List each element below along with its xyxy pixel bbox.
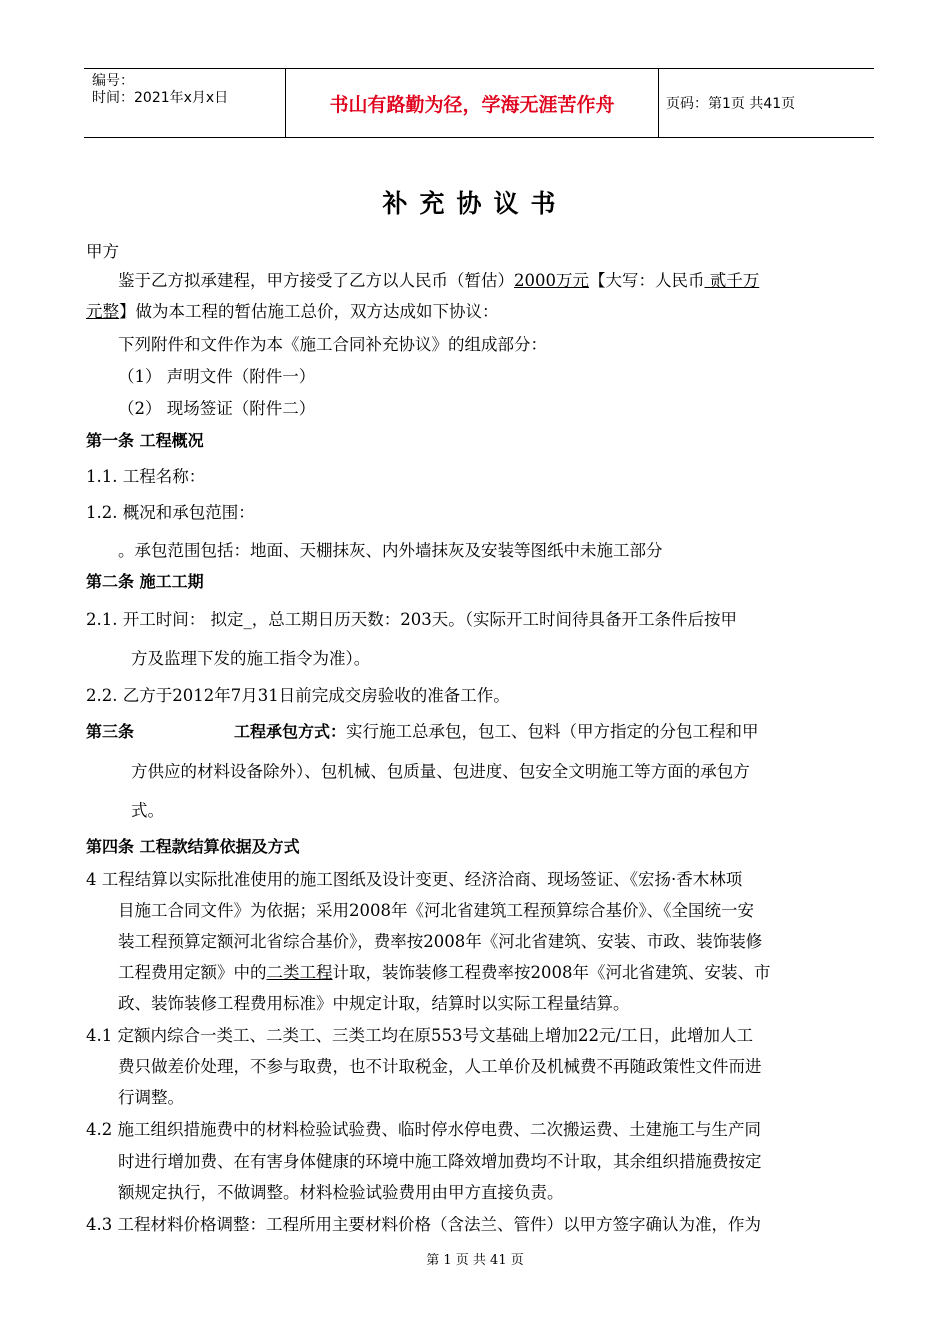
page-footer: 第 1 页 共 41 页 — [426, 1253, 524, 1268]
document-title: 补充协议书 — [382, 189, 568, 218]
clause-text: 装工程预算定额河北省综合基价》，费率按2008年《河北省建筑、安装、市政、装饰装修 — [118, 932, 763, 951]
intro-paragraph-line1 — [118, 267, 878, 291]
clause-item: 2.1. 开工时间： 拟定_，总工期日历天数：203天。（实际开工时间待具备开工条件后按甲 — [86, 610, 737, 629]
clause-text: 目施工合同文件》为依据；采用2008年《河北省建筑工程预算综合基价》、《全国统一安 — [118, 901, 754, 920]
attachment-item: （1） 声明文件（附件一） — [118, 367, 316, 386]
header-motto: 书山有路勤为径，学海无涯苦作舟 — [285, 69, 659, 137]
clause-text: 费只做差价处理，不参与取费，也不计取税金，人工单价及机械费不再随政策性文件而进 — [118, 1057, 762, 1076]
amount-chinese: 元整 — [86, 302, 119, 321]
party-a: 甲方 — [86, 242, 119, 261]
clause-text: 额规定执行，不做调整。材料检验试验费用由甲方直接负责。 — [118, 1183, 564, 1202]
project-class: 二类工程 — [266, 963, 333, 982]
clause-text: 实行施工总承包，包工、包料（甲方指定的分包工程和甲 — [346, 722, 759, 741]
clause-text: 计取，装饰装修工程费率按2008年《河北省建筑、安装、市 — [332, 963, 771, 982]
article-subheading: 工程承包方式： — [234, 722, 347, 741]
clause-item: 4.2 施工组织措施费中的材料检验试验费、临时停水停电费、二次搬运费、土建施工与生产同 — [86, 1120, 761, 1139]
clause-text: 方供应的材料设备除外）、包机械、包质量、包进度、包安全文明施工等方面的承包方 — [131, 762, 750, 781]
document-header — [84, 68, 874, 138]
intro-text: 【大写：人民币 — [589, 271, 705, 290]
header-meta — [92, 73, 287, 107]
header-page-info: 页码：第1页 共41页 — [666, 96, 796, 112]
clause-text: 政、装饰装修工程费用标准》中规定计取，结算时以实际工程量结算。 — [118, 994, 630, 1013]
intro-paragraph-line2 — [86, 298, 876, 322]
clause-text: 行调整。 — [118, 1088, 184, 1107]
clause-item: 2.2. 乙方于2012年7月31日前完成交房验收的准备工作。 — [86, 686, 510, 705]
article-heading: 第四条 工程款结算依据及方式 — [86, 837, 300, 856]
amount-chinese: 贰千万 — [704, 271, 760, 290]
clause-item: 1.2. 概况和承包范围： — [86, 503, 255, 522]
article3-line1 — [86, 718, 876, 742]
serial-label: 编号： — [92, 73, 134, 89]
clause-item: 1.1. 工程名称： — [86, 467, 206, 486]
amount-figure: 2000万元 — [514, 271, 589, 290]
attachments-intro: 下列附件和文件作为本《施工合同补充协议》的组成部分： — [118, 335, 547, 354]
attachment-item: （2） 现场签证（附件二） — [118, 399, 316, 418]
clause-item: 4.1 定额内综合一类工、二类工、三类工均在原553号文基础上增加22元/工日，此增加人工 — [86, 1026, 754, 1045]
clause-text: 。承包范围包括：地面、天棚抹灰、内外墙抹灰及安装等图纸中未施工部分 — [118, 541, 663, 560]
intro-text: 鉴于乙方拟承建程，甲方接受了乙方以人民币（暂估） — [118, 271, 514, 290]
clause-item: 4 工程结算以实际批准使用的施工图纸及设计变更、经济洽商、现场签证、《宏扬·香木林项 — [86, 870, 743, 889]
intro-text: 】做为本工程的暂估施工总价，双方达成如下协议： — [119, 302, 499, 321]
article-heading: 第二条 施工工期 — [86, 572, 204, 591]
clause-text: 时进行增加费、在有害身体健康的环境中施工降效增加费均不计取，其余组织措施费按定 — [118, 1152, 762, 1171]
clause-text: 工程费用定额》中的 — [118, 963, 267, 982]
article-heading: 第一条 工程概况 — [86, 431, 204, 450]
date-label: 时间：2021年x月x日 — [92, 90, 229, 106]
clause-text: 式。 — [131, 801, 164, 820]
clause-item: 4.3 工程材料价格调整：工程所用主要材料价格（含法兰、管件）以甲方签字确认为准，作为 — [86, 1215, 761, 1234]
clause-text — [118, 959, 908, 983]
clause-text: 方及监理下发的施工指令为准）。 — [131, 649, 371, 668]
article-heading: 第三条 — [86, 722, 135, 741]
